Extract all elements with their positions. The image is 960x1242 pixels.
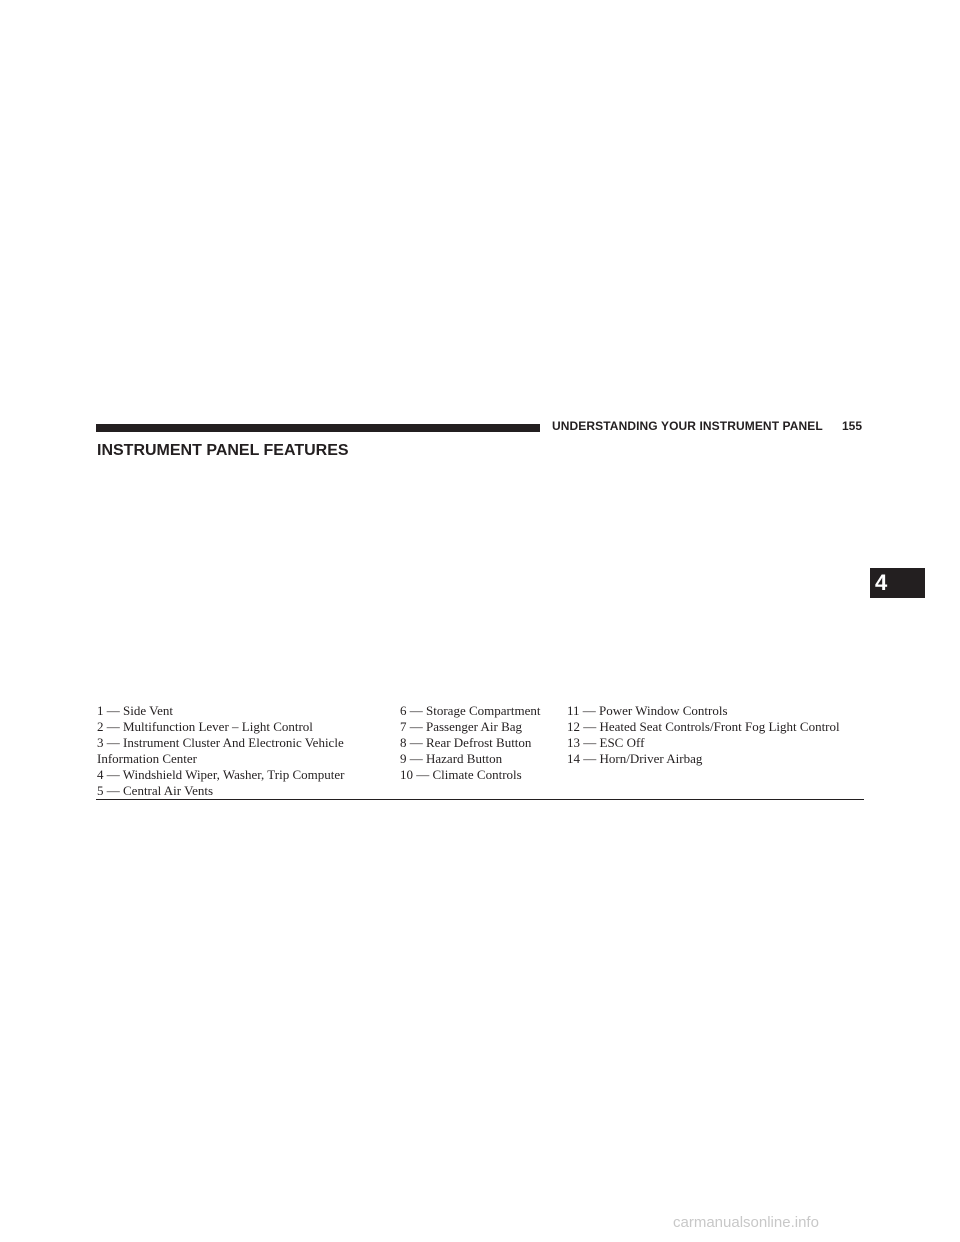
legend-item: 6 — Storage Compartment (400, 703, 541, 718)
legend-item: 3 — Instrument Cluster And Electronic Vehicle (97, 735, 344, 750)
legend-item: Information Center (97, 751, 197, 766)
header-bar (96, 424, 540, 432)
chapter-number: 4 (875, 570, 888, 595)
page-title: INSTRUMENT PANEL FEATURES (97, 442, 349, 459)
section-title: UNDERSTANDING YOUR INSTRUMENT PANEL (552, 419, 823, 433)
legend-item: 8 — Rear Defrost Button (400, 735, 532, 750)
legend-item: 4 — Windshield Wiper, Washer, Trip Computer (97, 767, 345, 782)
legend-item: 9 — Hazard Button (400, 751, 503, 766)
legend-column-3 (567, 703, 840, 767)
legend-column-1 (97, 703, 344, 799)
page-number: 155 (842, 419, 863, 433)
legend-item: 13 — ESC Off (567, 735, 645, 750)
legend-item: 10 — Climate Controls (400, 767, 522, 782)
divider-rule (96, 799, 864, 800)
legend-item: 7 — Passenger Air Bag (400, 719, 523, 734)
legend-item: 14 — Horn/Driver Airbag (567, 751, 703, 766)
chapter-tab (870, 568, 925, 598)
legend-column-2 (400, 703, 540, 783)
legend-item: 1 — Side Vent (97, 703, 173, 718)
watermark: carmanualsonline.info (673, 1214, 819, 1231)
legend-item: 11 — Power Window Controls (567, 703, 728, 718)
legend-item: 2 — Multifunction Lever – Light Control (97, 719, 313, 734)
legend-item: 12 — Heated Seat Controls/Front Fog Light Control (567, 719, 840, 734)
legend-item: 5 — Central Air Vents (97, 783, 214, 798)
